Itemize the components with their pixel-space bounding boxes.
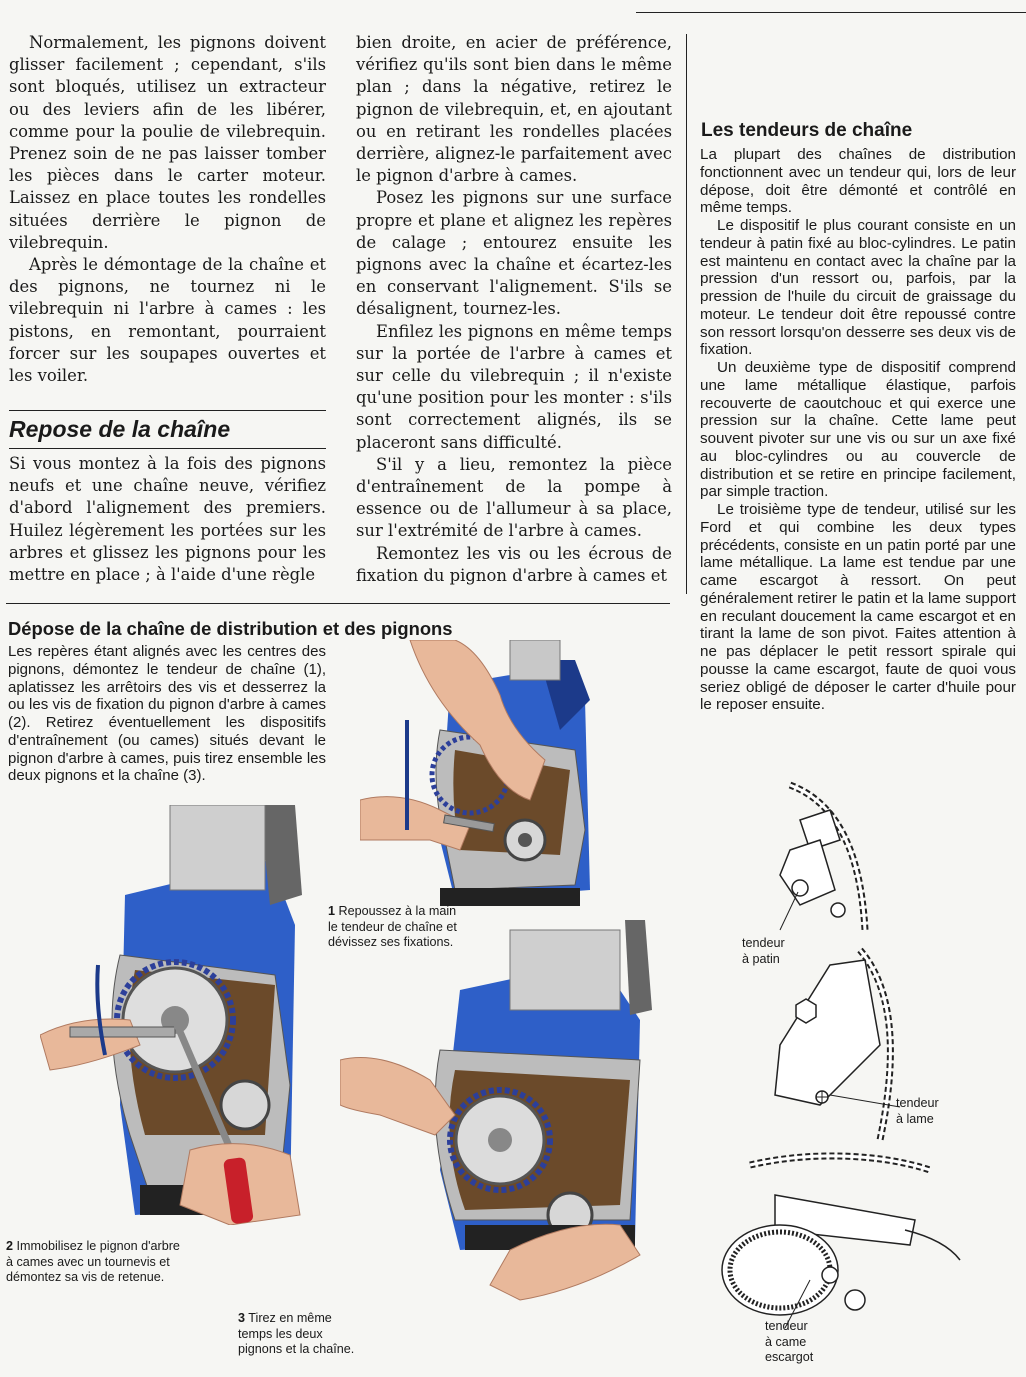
text-column-1-bottom [9, 453, 326, 586]
col1-paragraph-2: Après le démontage de la chaîne et des pignons, ne tournez ni le vilebrequin ni l'arbre à cames : les pistons, en remontant, pourraient forcer sur les soupapes ouvertes et les voiler. [9, 255, 326, 386]
text-column-1 [9, 32, 326, 387]
label-tendeur-escargot-line2: à came [765, 1334, 807, 1349]
col2-paragraph-1: bien droite, en acier de préférence, vérifiez qu'ils sont bien dans le même plan ; dans la négative, retirez le pignon de vilebrequin, et, en ajoutant ou en retirant les rondelles placées derrière, alignez-le parfaitement avec le pignon d'arbre à cames. [356, 33, 672, 186]
label-tendeur-escargot [765, 1319, 845, 1366]
section-rule-depose [6, 603, 670, 604]
col3-paragraph-3: Un deuxième type de dispositif comprend une lame métallique élastique, parfois recouverte de caoutchouc et qui exerce une pression sur la chaîne. Cette lame peut souvent pivoter sur une vis ou sur un axe fixé au bloc-cylindres ou au couvercle de distribution et se retire en principe facilement, par simple traction. [700, 359, 1016, 501]
section-rule-repose-bottom [9, 448, 326, 449]
diagram-tendeur-escargot [715, 1150, 965, 1330]
text-column-2 [356, 32, 672, 587]
caption-step-2 [6, 1239, 186, 1286]
col3-paragraph-1: La plupart des chaînes de distribution fonctionnent avec un tendeur qui, lors de leur dépose, doit être démonté et contrôlé en même temps. [700, 146, 1016, 217]
col1-paragraph-1: Normalement, les pignons doivent glisser facilement ; cependant, s'ils sont bloqués, utilisez un extracteur ou des leviers afin de les libérer, comme pour la poulie de vilebrequin. Prenez soin de ne pas laisser tomber les pièces dans le carter moteur. Laissez en place toutes les rondelles situées derrière le pignon de vilebrequin. [9, 33, 326, 252]
label-tendeur-escargot-line3: escargot [765, 1350, 814, 1365]
caption-step-3 [238, 1311, 358, 1358]
col3-paragraph-4: Le troisième type de tendeur, utilisé sur les Ford et qui combine les deux types précédents, consiste en un patin porté par une lame métallique. La lame est tendue par une came escargot à ressort. On peut généralement retirer le patin et la lame support en reculant doucement la came escargot et en tirant la lame de son pivot. Faites attention à ne pas déplacer le petit ressort spirale qui pousse la came escargot, faute de quoi vous seriez obligé de déposer le carter d'huile pour le reposer ensuite. [700, 501, 1016, 714]
depose-paragraph: Les repères étant alignés avec les centres des pignons, démontez le tendeur de chaîne (1), aplatissez les arrêtoirs des vis et desserrez la ou les vis de fixation du pignon d'arbre à cames (2). Retirez éventuellement les dispositifs d'entraînement (ou cames) situés devant le pignon d'arbre à cames, puis tirez ensemble les deux pignons et la chaîne (3). [8, 643, 326, 785]
top-right-rule [636, 12, 1026, 13]
text-column-3 [700, 146, 1016, 714]
label-tendeur-lame [896, 1096, 976, 1127]
label-tendeur-lame-line1: tendeur [896, 1096, 939, 1110]
photo-step-3 [340, 920, 670, 1310]
photo-step-1 [360, 640, 680, 910]
caption-step-1-text: Repoussez à la main le tendeur de chaîne et dévissez ses fixations. [328, 904, 457, 950]
caption-step-2-number: 2 [6, 1239, 14, 1253]
heading-depose: Dépose de la chaîne de distribution et des pignons [8, 618, 453, 639]
col2-paragraph-4: S'il y a lieu, remontez la pièce d'entraînement de la pompe à essence ou de l'allumeur à sa place, sur l'extrémité de l'arbre à cames. [356, 454, 672, 541]
diagram-tendeur-patin [760, 780, 900, 940]
col2-paragraph-2: Posez les pignons sur une surface propre et plane et alignez les repères de calage ; entourez ensuite les pignons avec la chaîne et écartez-les en conservant l'alignement. S'ils se désalignent, tournez-les. [356, 188, 672, 319]
label-tendeur-patin-line2: à patin [742, 951, 780, 966]
caption-step-3-text: Tirez en même temps les deux pignons et la chaîne. [238, 1311, 355, 1357]
caption-step-1-number: 1 [328, 904, 336, 918]
heading-tendeurs: Les tendeurs de chaîne [701, 120, 913, 141]
col2-paragraph-5: Remontez les vis ou les écrous de fixation du pignon d'arbre à cames et [356, 543, 672, 585]
depose-text [8, 643, 326, 785]
col3-paragraph-2: Le dispositif le plus courant consiste en un tendeur à patin fixé au bloc-cylindres. Le patin est maintenu en contact avec la chaîne par la pression d'un ressort ou, parfois, par la pression de l'huile du circuit de graissage du moteur. Le tendeur doit être repoussé contre son ressort lorsqu'on desserre ses deux vis de fixation. [700, 217, 1016, 359]
label-tendeur-patin-line1: tendeur [742, 936, 785, 950]
label-tendeur-escargot-line1: tendeur [765, 1319, 808, 1333]
caption-step-2-text: Immobilisez le pignon d'arbre à cames avec un tournevis et démontez sa vis de retenue. [6, 1239, 180, 1285]
heading-repose-chaine: Repose de la chaîne [9, 416, 231, 442]
diagram-tendeur-lame [760, 945, 910, 1145]
column-divider-2-3 [686, 34, 687, 594]
col2-paragraph-3: Enfilez les pignons en même temps sur la portée de l'arbre à cames et sur celle du vilebrequin ; il n'existe qu'une position pour les monter : s'ils sont correctement alignés, ils se placeront sans difficulté. [356, 321, 672, 452]
section-rule-repose [9, 410, 326, 411]
photo-step-2 [40, 805, 330, 1225]
col1-paragraph-3: Si vous montez à la fois des pignons neufs et une chaîne neuve, vérifiez d'abord l'alignement des premiers. Huilez légèrement les portées sur les arbres et glissez les pignons pour les mettre en place ; à l'aide d'une règle [9, 454, 326, 585]
caption-step-3-number: 3 [238, 1311, 246, 1325]
label-tendeur-lame-line2: à lame [896, 1111, 934, 1126]
